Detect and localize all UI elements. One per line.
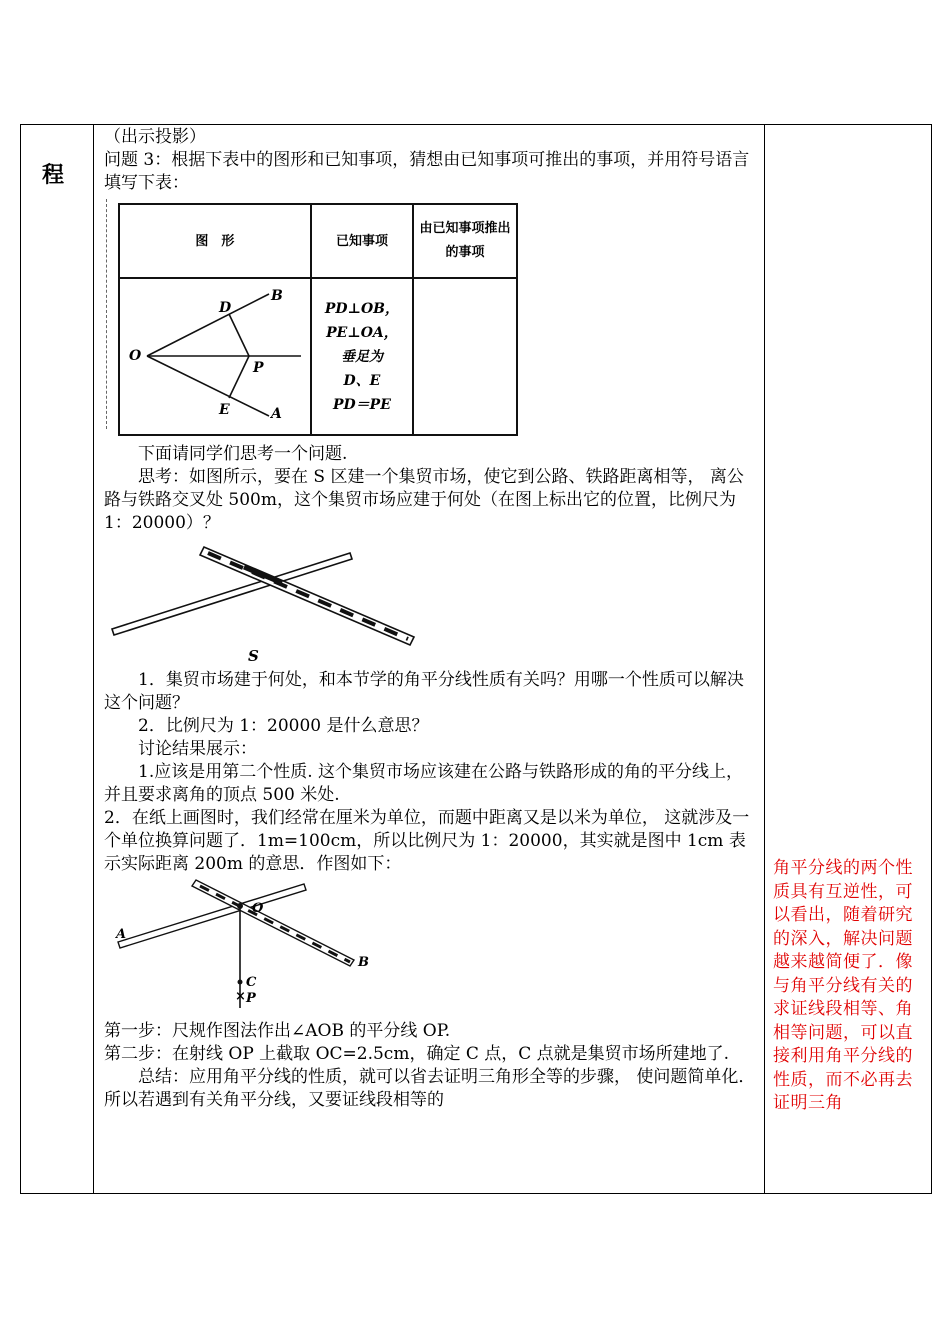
header-known: 已知事项 <box>311 204 413 278</box>
label-B: B <box>358 955 369 970</box>
derived-cell <box>413 278 517 435</box>
column-divider-right <box>764 124 765 1194</box>
known-line: 垂足为 <box>340 348 383 365</box>
question-3: 问题 3：根据下表中的图形和已知事项，猜想由已知事项可推出的事项，并用符号语言填写下表： <box>104 150 750 193</box>
road-railway-figure <box>104 537 759 667</box>
known-line: PD⊥OB， <box>324 300 400 317</box>
label-P: P <box>246 991 256 1006</box>
label-S: S <box>248 647 259 665</box>
question-1: 1．集贸市场建于何处，和本节学的角平分线性质有关吗？用哪一个性质可以解决这个问题？ <box>104 670 744 713</box>
label-C: C <box>246 975 257 990</box>
known-line: PD＝PE <box>333 396 391 413</box>
road-railway-diagram <box>104 537 434 667</box>
teacher-note: 角平分线的两个性质具有互逆性，可以看出，随着研究的深入，解决问题越来越简便了．像与角平分线有关的求证线段相等、角相等问题，可以直接利用角平分线的性质，而不必再去证明三角 <box>773 858 913 1113</box>
discussion-heading: 讨论结果展示： <box>138 739 257 759</box>
label-P: P <box>253 360 264 376</box>
header-figure: 图 形 <box>119 204 311 278</box>
label-B: B <box>271 288 283 304</box>
label-E: E <box>219 402 230 418</box>
property-table-figure <box>104 197 759 435</box>
stage-label: 程 <box>42 162 65 188</box>
projection-line: （出示投影） <box>104 127 206 147</box>
main-content <box>104 126 759 1112</box>
label-A: A <box>271 406 282 422</box>
answer-1: 1.应该是用第二个性质. 这个集贸市场应该建在公路与铁路形成的角的平分线上，并且要求离角的顶点 500 米处. <box>104 762 744 805</box>
angle-bisector-diagram <box>121 280 307 426</box>
header-derived: 由已知事项推出的事项 <box>413 204 517 278</box>
known-line: PE⊥OA， <box>326 324 398 341</box>
think-intro: 下面请同学们思考一个问题. <box>138 444 348 464</box>
label-A: A <box>116 927 127 942</box>
label-D: D <box>219 300 232 316</box>
summary: 总结：应用角平分线的性质，就可以省去证明三角形全等的步骤， 使问题简单化．所以若遇到有关角平分线，又要证线段相等的 <box>104 1067 756 1110</box>
think-question: 思考：如图所示，要在 S 区建一个集贸市场，使它到公路、铁路距离相等， 离公路与铁路交叉处 500m，这个集贸市场应建于何处（在图上标出它的位置，比例尺为 1：20000）？ <box>104 467 744 533</box>
step-1: 第一步：尺规作图法作出∠AOB 的平分线 OP. <box>104 1021 451 1041</box>
label-O: O <box>252 901 264 916</box>
known-cell <box>311 278 413 435</box>
label-O: O <box>129 348 142 364</box>
figure-cell <box>119 278 311 435</box>
answer-2: 2．在纸上画图时，我们经常在厘米为单位，而题中距离又是以米为单位， 这就涉及一个单位换算问题了．1m=100cm，所以比例尺为 1：20000，其实就是图中 1cm 表示实际距离 200m 的意思．作图如下： <box>104 808 750 874</box>
step-2: 第二步：在射线 OP 上截取 OC=2.5cm，确定 C 点，C 点就是集贸市场所建地了. <box>104 1044 730 1064</box>
question-2: 2．比例尺为 1：20000 是什么意思？ <box>138 716 429 736</box>
known-line: D、E <box>343 372 381 389</box>
property-table <box>118 203 518 436</box>
column-divider-left <box>93 124 94 1194</box>
construction-figure <box>104 878 759 1018</box>
construction-diagram <box>104 878 394 1018</box>
p-mark: × <box>235 989 246 1004</box>
